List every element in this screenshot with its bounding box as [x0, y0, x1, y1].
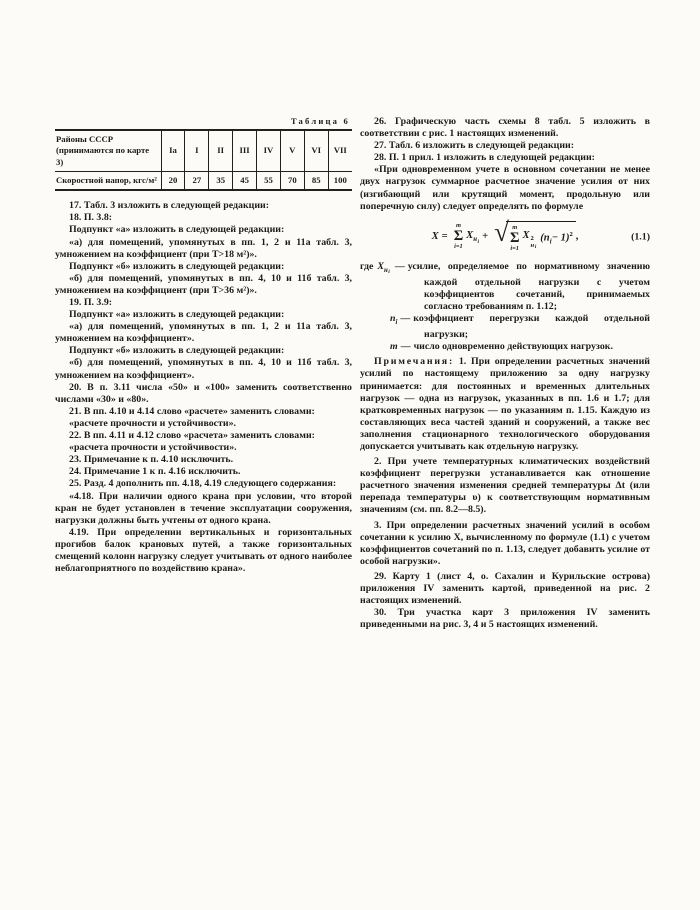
region-column-header: V [280, 130, 304, 171]
pressure-value: 45 [233, 171, 257, 190]
region-column-header: I [185, 130, 209, 171]
right-column [360, 116, 650, 631]
amendment-paragraph: Подпункт «а» изложить в следующей редакции: [69, 309, 285, 321]
summation-symbol: m Σ i=1 [453, 222, 464, 250]
amendment-paragraph: «расчета прочности и устойчивости». [69, 442, 237, 454]
pressure-value: 35 [209, 171, 233, 190]
term-X2ni: X 2 $н_i$ [522, 230, 537, 251]
note-3: 3. При определении расчетных значений усилий в особом сочетании к усилию X, вычисленному по формуле (1.1) с учетом коэффициентов сочетаний по п. 1.13, следует добавить усилие от особой нагрузки». [360, 519, 650, 567]
formula-lhs: X [431, 231, 439, 243]
pressure-value: 70 [280, 171, 304, 190]
table-stub-regions: Районы СССР (принимаются по карте 3) [55, 130, 161, 171]
table-stub-pressure: Скоростной напор, кгс/м² [56, 174, 157, 185]
region-column-header: VI [304, 130, 328, 171]
region-column-header: VII [328, 130, 352, 171]
summation-symbol: m Σ i=1 [509, 224, 520, 252]
amendment-item-25: 25. Разд. 4 дополнить пп. 4.18, 4.19 следующего содержания: [69, 478, 337, 490]
equals-sign: = [441, 231, 448, 243]
pressure-value: 55 [257, 171, 281, 190]
square-root [494, 217, 576, 252]
amendment-paragraph: «а) для помещений, упомянутых в пп. 1, 2 и 11а табл. 3, умножением на коэффициент». [55, 321, 352, 345]
pressure-value: 85 [304, 171, 328, 190]
amendment-paragraph: 4.19. При определении вертикальных и горизонтальных прогибов балок крановых путей, а также горизонтальных смещений колонн нагрузку следует учитывать от одного наиболее неблагоприятного по воздействию крана». [55, 526, 352, 575]
amendment-item-26: 26. Графическую часть схемы 8 табл. 5 изложить в соответствии с рис. 1 настоящих изменений. [360, 116, 650, 140]
term-ni-minus-1: $(n_i- 1)^2$ [540, 231, 573, 247]
table-caption: Таблица 6 [290, 116, 350, 126]
table-header-row [55, 130, 352, 171]
amendment-item-22: 22. В пп. 4.11 и 4.12 слово «расчета» заменить словами: [69, 430, 315, 442]
region-column-header: III [233, 130, 257, 171]
amendment-paragraph: «б) для помещений, упомянутых в пп. 4, 10 и 11б табл. 3, умножением на коэффициент (при Т>36 м²)». [55, 272, 352, 296]
amendment-paragraph: «При одновременном учете в основном сочетании не менее двух нагрузок суммарное расчетное значение усилия от них (изгибающий или крутящий момент, продольную или поперечную силу) следует определять по формуле [360, 164, 650, 212]
amendment-item-18: 18. П. 3.8: [69, 212, 113, 224]
amendment-item-23: 23. Примечание к п. 4.10 исключить. [69, 454, 234, 466]
amendment-item-17: 17. Табл. 3 изложить в следующей редакции: [69, 200, 270, 212]
region-column-header: IV [257, 130, 281, 171]
formula-body [431, 217, 579, 252]
plus-sign: + [482, 231, 489, 243]
formula-1-1 [360, 218, 650, 256]
amendment-item-27: 27. Табл. 6 изложить в следующей редакции: [374, 140, 575, 152]
note-1: Примечания: 1. При определении расчетных значений усилий по настоящему приложению за одну нагрузку принимается: для постоянных и временных длительных нагрузок — одна из нагрузок, указанных в пп. 1.6 и 1.7; для кратковременных нагрузок — по указаниям п. 1.15. Каждую из составляющих веса частей зданий и сооружений, а также вес заполнения стационарного технологического оборудования допускается учитывать как отдельную нагрузку. [360, 356, 650, 452]
pressure-value: 100 [328, 171, 352, 190]
where-definition-Xni: где $X_{н_i}—$ усилие, определяемое по нормативному значению каждой отдельной нагрузки с учетом коэффициентов сочетаний, принимаемых согласно требованиям п. 1.12; [360, 260, 650, 312]
where-definition-m: m — число одновременно действующих нагрузок. [390, 341, 613, 353]
amendment-item-20: 20. В п. 3.11 числа «50» и «100» заменить соответственно числами «30» и «80». [55, 381, 352, 405]
where-definition-ni: $n_i$ — коэффициент перегрузки каждой отдельной нагрузки; [390, 313, 650, 341]
term-Xni: $X_{н_i}$ [466, 230, 480, 245]
amendment-paragraph: Подпункт «б» изложить в следующей редакции: [69, 260, 285, 272]
amendment-paragraph: «а) для помещений, упомянутых в пп. 1, 2 и 11а табл. 3, умножением на коэффициент (при Т>18 м²)». [55, 236, 352, 260]
notes-label: Примечания: [374, 356, 455, 368]
amendment-item-29: 29. Карту 1 (лист 4, о. Сахалин и Курильские острова) приложения IV заменить картой, приведенной на рис. 2 настоящих изменений. [360, 570, 650, 607]
table-6 [55, 129, 352, 191]
amendment-item-19: 19. П. 3.9: [69, 297, 113, 308]
pressure-value: 27 [185, 171, 209, 190]
amendment-paragraph: «4.18. При наличии одного крана при условии, что второй кран не будет установлен в течение эксплуатации сооружения, нагрузки должны быть учтены от одного крана. [55, 490, 352, 526]
left-column [55, 116, 352, 575]
amendment-paragraph: «б) для помещений, упомянутых в пп. 4, 10 и 11б табл. 3, умножением на коэффициент». [55, 357, 352, 381]
amendment-item-24: 24. Примечание 1 к п. 4.16 исключить. [69, 466, 241, 478]
table-value-row [55, 171, 352, 190]
equation-number: (1.1) [631, 231, 650, 243]
formula-comma: , [575, 231, 579, 243]
pressure-value: 20 [161, 171, 185, 190]
amendment-item-28: 28. П. 1 прил. 1 изложить в следующей редакции: [374, 152, 595, 164]
radical-sign: √ [494, 217, 509, 248]
region-column-header: Iа [161, 130, 185, 171]
amendment-item-21: 21. В пп. 4.10 и 4.14 слово «расчете» заменить словами: [69, 405, 315, 417]
amendment-paragraph: Подпункт «а» изложить в следующей редакции: [69, 224, 285, 236]
amendment-paragraph: «расчете прочности и устойчивости». [69, 417, 236, 429]
amendment-paragraph: Подпункт «б» изложить в следующей редакции: [69, 345, 285, 357]
region-column-header: II [209, 130, 233, 171]
amendment-item-30: 30. Три участка карт 3 приложения IV заменить приведенными на рис. 3, 4 и 5 настоящих изменений. [360, 607, 650, 631]
note-2: 2. При учете температурных климатических воздействий коэффициент перегрузки устанавливается как отношение расчетного значения изменения средней температуры Δt (или перепада температуры υ) к соответствующим нормативным значениям (см. пп. 8.2—8.5). [360, 456, 650, 516]
